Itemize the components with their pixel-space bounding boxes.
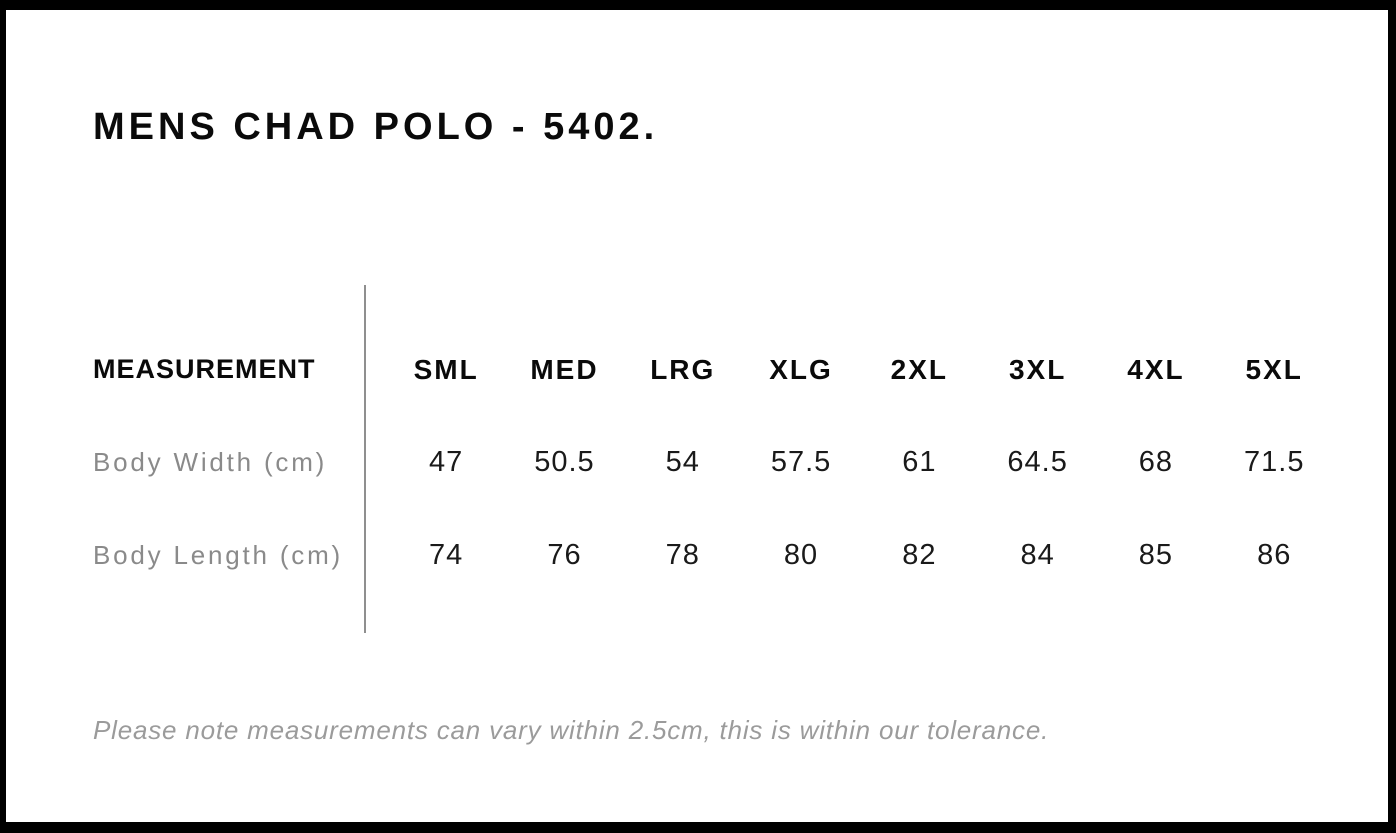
body-length-value-2xl: 82: [902, 539, 937, 571]
body-length-value-sml: 74: [429, 539, 464, 571]
size-column-header-3xl: 3XL: [1008, 353, 1067, 385]
body-length-value-5xl: 86: [1257, 539, 1292, 571]
body-width-value-2xl: 61: [902, 446, 937, 478]
tolerance-note: Please note measurements can vary within 2.5cm, this is within our tolerance.: [93, 715, 1050, 745]
body-length-value-xlg: 80: [783, 539, 819, 571]
size-column-header-sml: SML: [413, 353, 479, 385]
row-label-body-width: Body Width (cm): [93, 447, 328, 477]
size-column-header-2xl: 2XL: [890, 353, 949, 385]
size-column-header-med: MED: [530, 353, 599, 385]
body-width-value-4xl: 68: [1138, 446, 1174, 478]
size-column-header-5xl: 5XL: [1245, 353, 1303, 385]
measurement-column-header: MEASUREMENT: [93, 354, 316, 384]
body-width-value-3xl: 64.5: [1007, 446, 1068, 478]
body-width-value-med: 50.5: [534, 446, 595, 478]
body-width-value-xlg: 57.5: [770, 446, 832, 478]
body-length-value-med: 76: [547, 539, 582, 571]
size-column-header-4xl: 4XL: [1127, 353, 1185, 385]
body-width-value-sml: 47: [429, 446, 464, 478]
body-width-value-lrg: 54: [665, 446, 700, 478]
size-table: [93, 323, 1333, 602]
body-length-value-lrg: 78: [665, 539, 700, 571]
body-length-value-3xl: 84: [1020, 539, 1055, 571]
body-length-value-4xl: 85: [1138, 539, 1174, 571]
body-width-value-5xl: 71.5: [1244, 446, 1305, 478]
size-column-header-lrg: LRG: [650, 353, 716, 385]
size-column-header-xlg: XLG: [769, 353, 833, 385]
page-title: MENS CHAD POLO - 5402.: [93, 106, 659, 148]
row-label-body-length: Body Length (cm): [93, 540, 344, 570]
